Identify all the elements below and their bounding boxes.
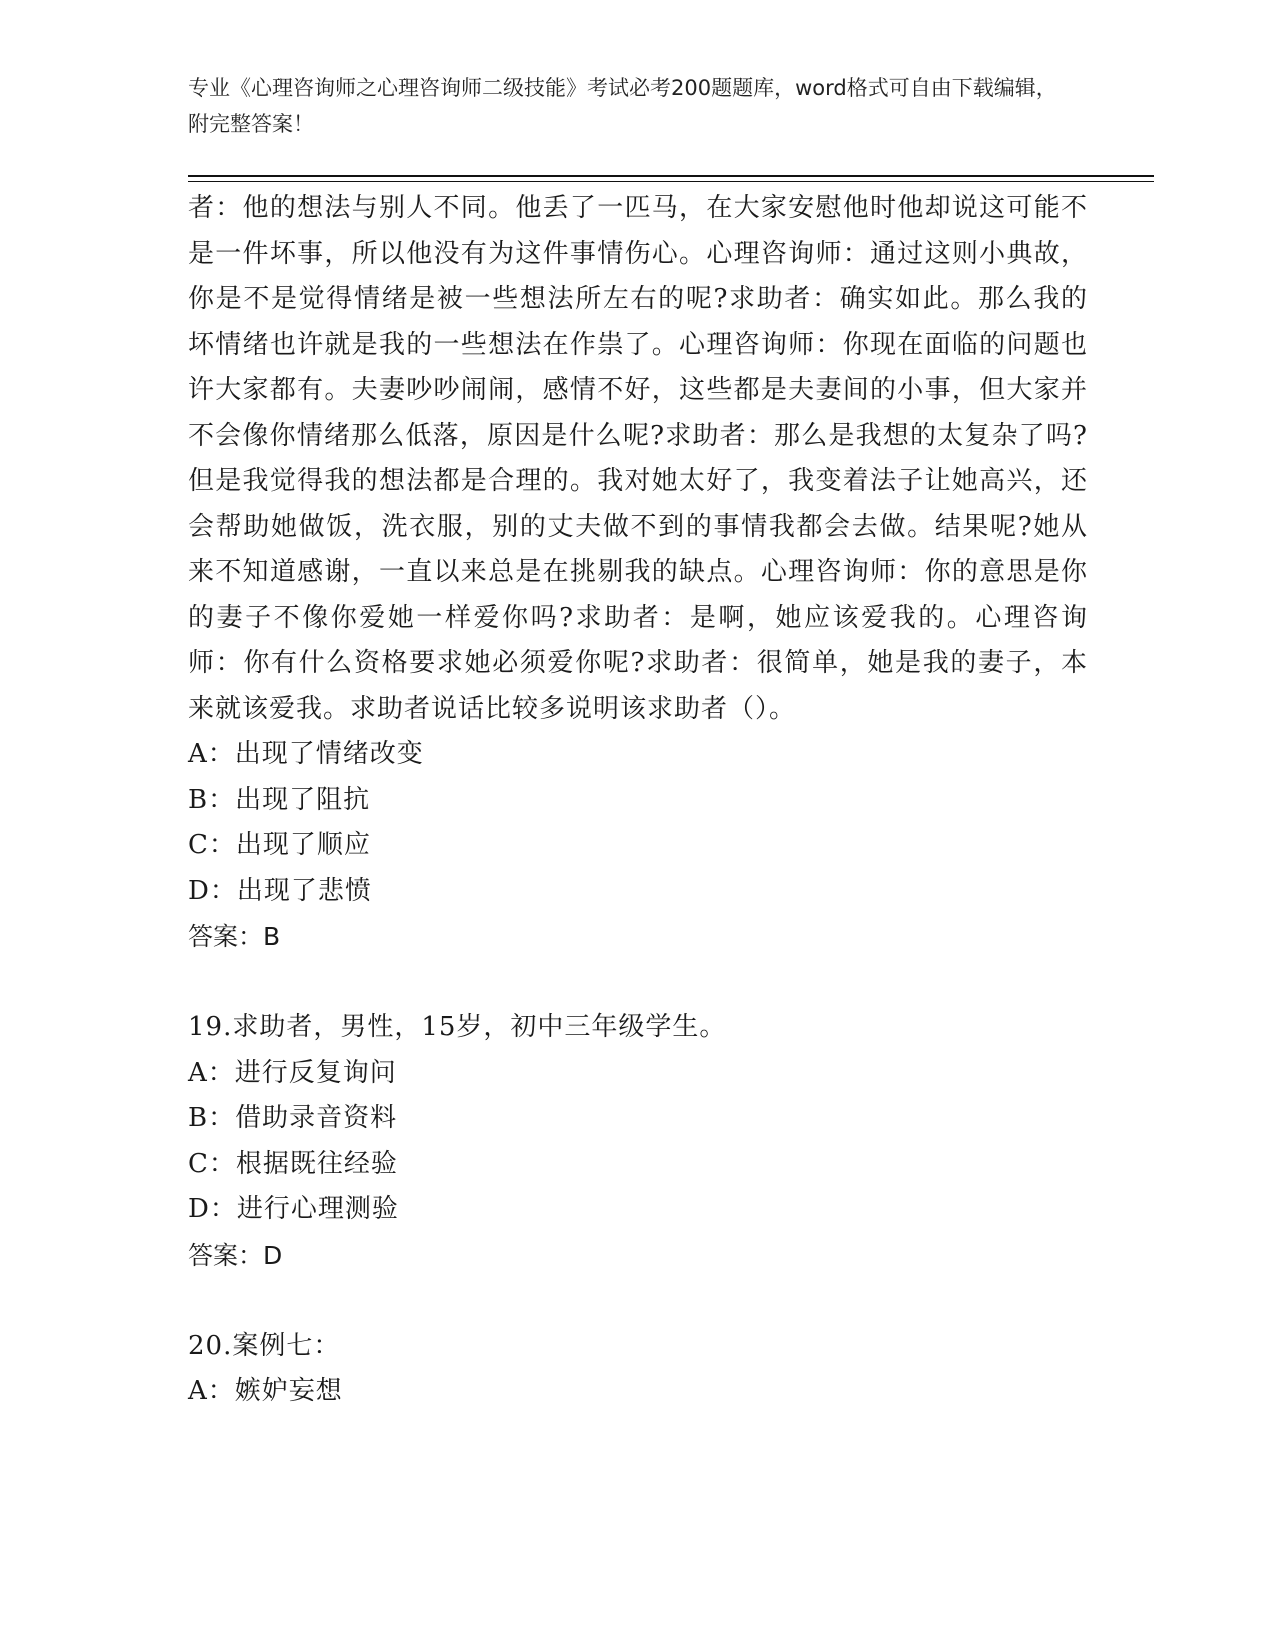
option-c: C：根据既往经验 [188, 1148, 398, 1179]
spacer [188, 960, 1088, 1005]
option-b: B：出现了阻抗 [188, 784, 371, 815]
header-rule-thick [188, 175, 1154, 177]
option-a: A：出现了情绪改变 [188, 739, 424, 769]
question-title: 19.求助者，男性，15岁，初中三年级学生。 [188, 1012, 727, 1042]
document-header: 专业《心理咨询师之心理咨询师二级技能》考试必考200题题库，word格式可自由下载编辑，附完整答案！ [188, 76, 1057, 136]
spacer [188, 1279, 1088, 1324]
question-19 [188, 1005, 1088, 1279]
answer: 答案：B [188, 922, 281, 951]
option-d: D：出现了悲愤 [188, 875, 372, 906]
question-20 [188, 1324, 1088, 1415]
option-b: B：借助录音资料 [188, 1103, 398, 1133]
document-body [188, 186, 1088, 1415]
option-c: C：出现了顺应 [188, 830, 371, 860]
option-d: D：进行心理测验 [188, 1194, 399, 1224]
question-text: 者：他的想法与别人不同。他丢了一匹马，在大家安慰他时他却说这可能不是一件坏事，所以他没有为这件事情伤心。心理咨询师：通过这则小典故，你是不是觉得情绪是被一些想法所左右的呢?求助者：确实如此。那么我的坏情绪也许就是我的一些想法在作祟了。心理咨询师：你现在面临的问题也许大家都有。夫妻吵吵闹闹，感情不好，这些都是夫妻间的小事，但大家并不会像你情绪那么低落，原因是什么呢?求助者：那么是我想的太复杂了吗?但是我觉得我的想法都是合理的。我对她太好了，我变着法子让她高兴，还会帮助她做饭，洗衣服，别的丈夫做不到的事情我都会去做。结果呢?她从来不知道感谢，一直以来总是在挑剔我的缺点。心理咨询师：你的意思是你的妻子不像你爱她一样爱你吗?求助者：是啊，她应该爱我的。心理咨询师：你有什么资格要求她必须爱你呢?求助者：很简单，她是我的妻子，本来就该爱我。求助者说话比较多说明该求助者（）。 [188, 193, 1088, 724]
option-a: A：嫉妒妄想 [188, 1376, 343, 1406]
header-rule-thin [188, 181, 1154, 182]
question-title: 20.案例七： [188, 1330, 341, 1361]
question-18 [188, 186, 1088, 960]
answer: 答案：D [188, 1240, 283, 1270]
option-a: A：进行反复询问 [188, 1057, 397, 1088]
